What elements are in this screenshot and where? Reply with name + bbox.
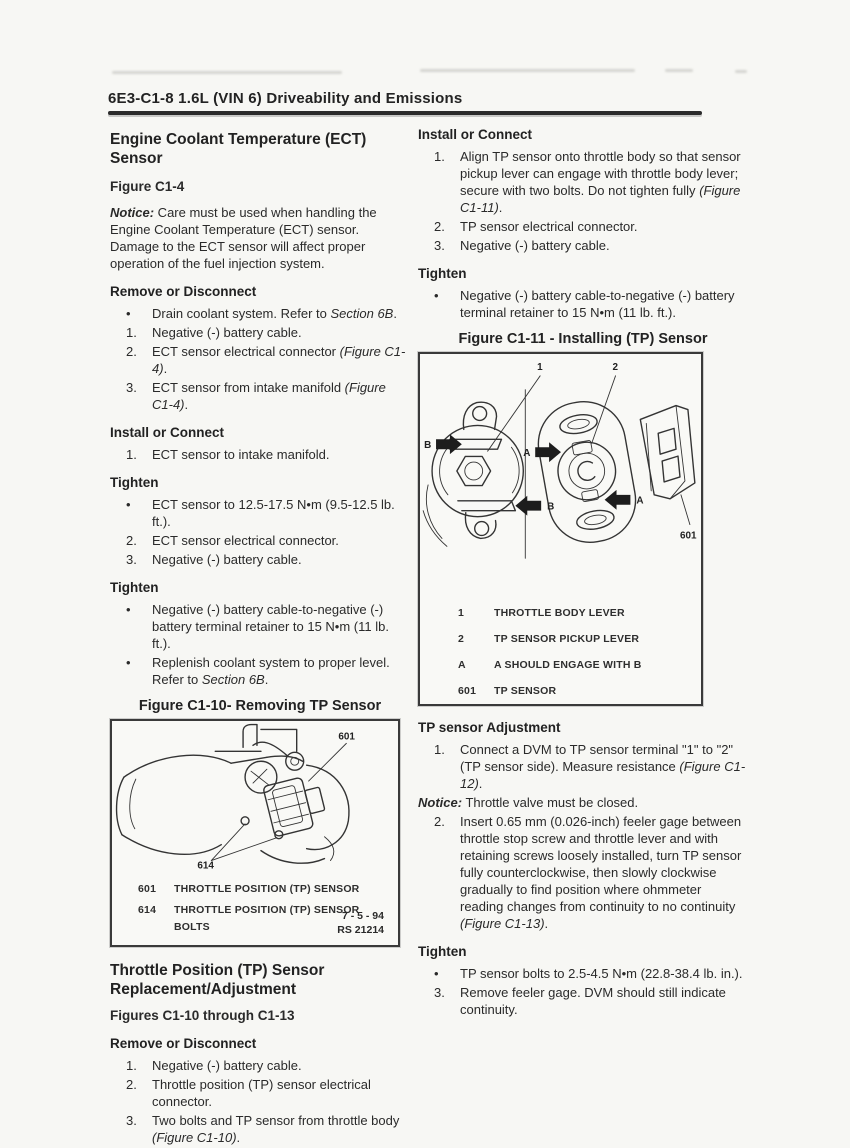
figure-c1-10-title: Figure C1-10- Removing TP Sensor — [138, 698, 382, 714]
heading-tighten: Tighten — [418, 266, 467, 281]
list-text: Connect a DVM to TP sensor terminal "1" to "2" (TP sensor side). Measure resistance (Figure C1-12). — [460, 742, 746, 791]
heading-install-connect: Install or Connect — [110, 425, 225, 440]
ect-section-title: Engine Coolant Temperature (ECT) Sensor — [110, 131, 367, 167]
heading-tighten: Tighten — [110, 580, 159, 595]
list-item — [110, 601, 410, 652]
figure-meta — [337, 909, 384, 937]
list-text: Negative (-) battery cable. — [460, 238, 610, 253]
list-marker: 2. — [126, 344, 137, 359]
list-marker: • — [126, 602, 131, 617]
notice-text: Care must be used when handling the Engine Coolant Temperature (ECT) sensor. Damage to the ECT sensor will affect proper operation of the fuel injection system. — [110, 205, 377, 271]
notice-label: Notice: — [418, 795, 463, 810]
list-marker: 2. — [434, 814, 445, 829]
heading-tp-adjustment: TP sensor Adjustment — [418, 720, 561, 735]
list-item — [418, 984, 748, 1018]
list-item — [110, 343, 410, 377]
tp-sensor-install-drawing — [423, 376, 695, 558]
figure-c1-11-title: Figure C1-11 - Installing (TP) Sensor — [458, 331, 708, 347]
tp-section-title: Throttle Position (TP) Sensor Replacement/Adjustment — [110, 962, 325, 998]
list-item — [418, 965, 748, 982]
legend-row: 1 THROTTLE BODY LEVER — [458, 607, 625, 619]
notice-line — [418, 794, 748, 811]
figure-c1-10-drawing — [112, 721, 396, 873]
list-marker: • — [126, 306, 131, 321]
list-text: Align TP sensor onto throttle body so that sensor pickup lever can engage with throttle body lever; secure with two bolts. Do not tighten fully (Figure C1-11). — [460, 149, 741, 215]
list-text: ECT sensor from intake manifold (Figure C1-4). — [152, 380, 386, 412]
list-item — [110, 305, 410, 322]
page-header-title: 6E3-C1-8 1.6L (VIN 6) Driveability and Emissions — [108, 90, 463, 107]
scan-artifact — [665, 69, 693, 72]
list-text: TP sensor bolts to 2.5-4.5 N•m (22.8-38.4 lb. in.). — [460, 966, 743, 981]
list-item — [110, 446, 410, 463]
list-marker: 3. — [434, 238, 445, 253]
figure-reference: Figure C1-4 — [110, 179, 185, 194]
list-item — [418, 813, 748, 932]
list-item — [418, 237, 748, 254]
list-marker: • — [434, 966, 439, 981]
header-rule — [108, 111, 702, 115]
legend-row: 601 THROTTLE POSITION (TP) SENSOR — [138, 883, 360, 895]
right-column — [418, 126, 748, 1020]
throttle-body-drawing — [117, 725, 349, 864]
figures-reference: Figures C1-10 through C1-13 — [110, 1008, 295, 1023]
list-marker: 3. — [126, 1113, 137, 1128]
heading-remove-disconnect: Remove or Disconnect — [110, 1036, 257, 1051]
list-marker: 1. — [434, 742, 445, 757]
list-text: Two bolts and TP sensor from throttle body (Figure C1-10). — [152, 1113, 400, 1145]
list-marker: • — [434, 288, 439, 303]
list-text: ECT sensor to intake manifold. — [152, 447, 330, 462]
list-marker: • — [126, 497, 131, 512]
list-text: TP sensor electrical connector. — [460, 219, 638, 234]
legend-row: 2 TP SENSOR PICKUP LEVER — [458, 633, 640, 645]
notice-label: Notice: — [110, 205, 155, 220]
legend-row: 601 TP SENSOR — [458, 685, 557, 697]
list-text: Negative (-) battery cable-to-negative (-) battery terminal retainer to 15 N•m (11 lb. ft.). — [152, 602, 389, 651]
list-text: Replenish coolant system to proper level. Refer to Section 6B. — [152, 655, 390, 687]
list-item — [110, 1057, 410, 1074]
list-marker: 1. — [126, 1058, 137, 1073]
legend-row: 614 THROTTLE POSITION (TP) SENSOR BOLTS — [138, 904, 360, 933]
list-text: ECT sensor to 12.5-17.5 N•m (9.5-12.5 lb. ft.). — [152, 497, 395, 529]
callout-a: A — [636, 495, 644, 507]
list-item — [418, 287, 748, 321]
list-text: Insert 0.65 mm (0.026-inch) feeler gage between throttle stop screw and throttle lever and with retaining screws loosely installed, turn TP sensor fully counterclockwise, then slowly clockwise gradually to find position where ohmmeter reading changes from continuity to no continuity (Figure C1-13). — [460, 814, 742, 931]
figure-code: RS 21214 — [337, 924, 384, 936]
figure-date: 7 - 5 - 94 — [341, 910, 384, 922]
list-item — [418, 148, 748, 216]
figure-c1-11-legend — [420, 605, 701, 700]
scan-artifact — [420, 69, 635, 72]
list-item — [110, 496, 410, 530]
list-marker: 1. — [434, 149, 445, 164]
page-header — [108, 90, 702, 115]
list-item — [110, 324, 410, 341]
list-item — [110, 1112, 410, 1146]
heading-remove-disconnect: Remove or Disconnect — [110, 284, 257, 299]
figure-c1-11 — [418, 352, 703, 706]
list-item — [110, 379, 410, 413]
figure-c1-11-drawing — [420, 354, 699, 592]
callout-601: 601 — [679, 530, 697, 542]
list-item — [110, 1076, 410, 1110]
list-item — [110, 532, 410, 549]
list-item — [110, 551, 410, 568]
callout-b: B — [424, 440, 432, 452]
scan-artifact — [112, 71, 342, 74]
notice-text: Throttle valve must be closed. — [462, 795, 639, 810]
list-item — [418, 218, 748, 235]
callout-a: A — [523, 448, 531, 460]
list-marker: • — [126, 655, 131, 670]
list-marker: 3. — [126, 380, 137, 395]
list-text: Negative (-) battery cable. — [152, 552, 302, 567]
heading-tighten: Tighten — [110, 475, 159, 490]
list-text: Negative (-) battery cable. — [152, 325, 302, 340]
list-text: Throttle position (TP) sensor electrical connector. — [152, 1077, 371, 1109]
callout-601: 601 — [338, 731, 355, 743]
callout-1: 1 — [537, 361, 543, 373]
heading-tighten: Tighten — [418, 944, 467, 959]
list-text: Negative (-) battery cable-to-negative (-) battery terminal retainer to 15 N•m (11 lb. ft.). — [460, 288, 735, 320]
list-item — [418, 741, 748, 792]
notice-paragraph — [110, 204, 410, 272]
scan-artifact — [735, 70, 747, 73]
list-item — [110, 654, 410, 688]
list-marker: 3. — [434, 985, 445, 1000]
list-text: ECT sensor electrical connector. — [152, 533, 339, 548]
list-marker: 1. — [126, 325, 137, 340]
figure-c1-10 — [110, 719, 400, 947]
callout-b: B — [547, 501, 555, 513]
list-text: Negative (-) battery cable. — [152, 1058, 302, 1073]
list-marker: 3. — [126, 552, 137, 567]
left-column — [110, 130, 410, 1148]
heading-install-connect: Install or Connect — [418, 127, 533, 142]
list-marker: 2. — [126, 1077, 137, 1092]
callout-614: 614 — [197, 860, 214, 872]
list-marker: 1. — [126, 447, 137, 462]
list-text: ECT sensor electrical connector (Figure C1-4). — [152, 344, 406, 376]
list-text: Remove feeler gage. DVM should still indicate continuity. — [460, 985, 726, 1017]
list-text: Drain coolant system. Refer to Section 6B. — [152, 306, 397, 321]
list-marker: 2. — [434, 219, 445, 234]
legend-row: A A SHOULD ENGAGE WITH B — [458, 659, 642, 671]
list-marker: 2. — [126, 533, 137, 548]
callout-2: 2 — [612, 361, 619, 373]
